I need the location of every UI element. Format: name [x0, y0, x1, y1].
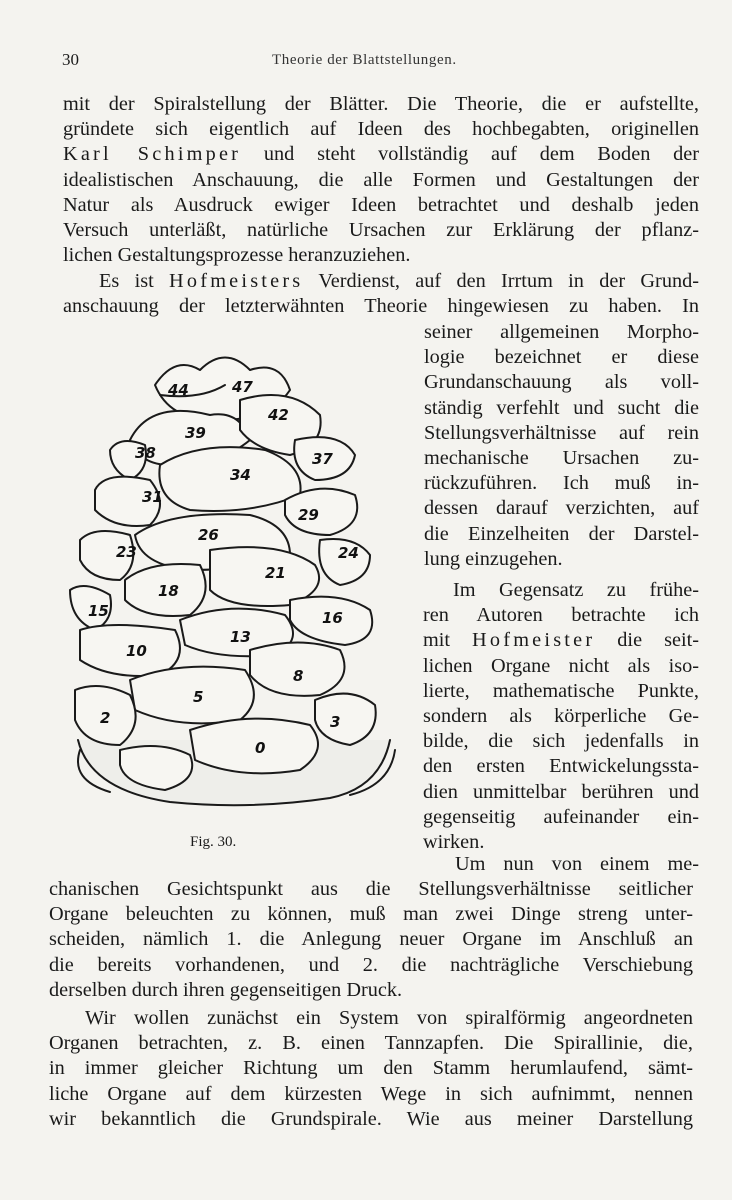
- leaf-number: 29: [298, 506, 319, 524]
- text-line: wirken.: [423, 831, 485, 854]
- paragraph-gegensatz: [423, 578, 699, 855]
- leaf-number: 21: [265, 564, 286, 582]
- text-line: wir bekanntlich die Grundspirale. Wie aus meiner Darstellung: [49, 1107, 693, 1130]
- text-line: Versuch unterläßt, natürliche Ursachen zur Erklärung der pflanz-: [63, 219, 699, 242]
- leaf-number: 39: [185, 424, 206, 442]
- leaf-number: 38: [135, 444, 156, 462]
- page-number: 30: [62, 50, 79, 69]
- text-line: dessen darauf verzichten, auf: [424, 497, 699, 520]
- text-line: die bereits vorhandenen, und 2. die nachträgliche Verschiebung: [49, 953, 693, 976]
- leaf-number: 16: [322, 609, 343, 627]
- pine-cone-illustration: [50, 340, 408, 820]
- text-line: Wir wollen zunächst ein System von spiralförmig angeordneten: [85, 1007, 693, 1029]
- paragraph-um-nun: [49, 877, 693, 1003]
- leaf-number: 44: [168, 381, 189, 399]
- running-title: Theorie der Blattstellungen.: [272, 52, 457, 68]
- leaf-number: 15: [88, 602, 109, 620]
- text-line: dien unmittelbar berühren und: [423, 780, 699, 803]
- text-line: derselben durch ihren gegenseitigen Druck.: [49, 978, 403, 1001]
- text-line: gegenseitig aufeinander ein-: [423, 805, 699, 828]
- paragraph-side-column: [424, 320, 699, 572]
- text-line: sondern als körperliche Ge-: [423, 705, 699, 728]
- leaf-number: 8: [293, 667, 304, 685]
- text-line: idealistischen Anschauung, die alle Formen und Gestaltungen der: [63, 168, 699, 191]
- text-line: in immer gleicher Richtung um den Stamm herumlaufend, sämt-: [49, 1057, 693, 1080]
- text-line: scheiden, nämlich 1. die Anlegung neuer Organe im Anschluß an: [49, 928, 693, 951]
- text-line: Es ist Hofmeisters Verdienst, auf den Irrtum in der Grund-: [99, 270, 699, 292]
- text-line: anschauung der letzterwähnten Theorie hingewiesen zu haben. In: [63, 295, 699, 318]
- leaf-number: 2: [100, 709, 111, 727]
- text-line: mit Hofmeister die seit-: [423, 629, 699, 652]
- pine-cone-figure: [50, 340, 408, 820]
- text-line: Organe beleuchten zu können, muß man zwei Dinge streng unter-: [49, 903, 693, 926]
- text-line: lung einzugehen.: [424, 547, 563, 570]
- text-line: seiner allgemeinen Morpho-: [424, 321, 699, 343]
- leaf-number: 10: [126, 642, 147, 660]
- leaf-number: 5: [193, 688, 204, 706]
- text-line: die Einzelheiten der Darstel-: [424, 522, 699, 545]
- text-line: Grundanschauung als voll-: [424, 371, 699, 394]
- figure-caption: Fig. 30.: [190, 834, 237, 850]
- text-line: Natur als Ausdruck ewiger Ideen betrachtet und deshalb jeden: [63, 193, 699, 216]
- paragraph-schimper: [63, 92, 699, 268]
- leaf-number: 3: [330, 713, 341, 731]
- text-line: Im Gegensatz zu frühe-: [453, 579, 699, 601]
- spaced-name: Karl Schimper: [63, 143, 242, 166]
- leaf-number: 0: [255, 739, 266, 757]
- text-line: Stellungsverhältnisse auf rein: [424, 421, 699, 444]
- leaf-number: 18: [158, 582, 179, 600]
- spaced-name: Hofmeisters: [169, 270, 304, 292]
- text-line: logie bezeichnet er diese: [424, 346, 699, 369]
- text-line: lichen Organe nicht als iso-: [423, 654, 699, 677]
- leaf-number: 34: [230, 466, 251, 484]
- leaf-number: 47: [232, 378, 253, 396]
- text-line: mit der Spiralstellung der Blätter. Die Theorie, die er aufstellte,: [63, 93, 699, 115]
- text-line: den ersten Entwickelungssta-: [423, 755, 699, 778]
- leaf-number: 42: [268, 406, 289, 424]
- text-line: lichen Gestaltungsprozesse heranzuziehen.: [63, 244, 411, 267]
- text-line: liche Organe auf dem kürzesten Wege in sich aufnimmt, nennen: [49, 1082, 693, 1105]
- text-line: rückzuführen. Ich muß in-: [424, 472, 699, 495]
- text-line: ständig verfehlt und sucht die: [424, 396, 699, 419]
- text-line: Organen betrachten, z. B. einen Tannzapfen. Die Spirallinie, die,: [49, 1032, 693, 1055]
- text-line: gründete sich eigentlich auf Ideen des hochbegabten, originellen: [63, 118, 699, 141]
- text-line: Karl Schimper und steht vollständig auf dem Boden der: [63, 143, 699, 166]
- leaf-number: 26: [198, 526, 219, 544]
- leaf-number: 13: [230, 628, 251, 646]
- page-header: [0, 44, 732, 74]
- text-line: chanischen Gesichtspunkt aus die Stellungsverhältnisse seitlicher: [49, 878, 693, 900]
- text-line: mechanische Ursachen zu-: [424, 447, 699, 470]
- text-line: Um nun von einem me-: [455, 853, 699, 875]
- paragraph-um-nun-first-line: [455, 852, 699, 877]
- paragraph-wir-wollen: [49, 1006, 693, 1132]
- text-line: bilde, die sich jedenfalls in: [423, 730, 699, 753]
- text-line: ren Autoren betrachte ich: [423, 604, 699, 627]
- leaf-number: 24: [338, 544, 359, 562]
- spaced-name: Hofmeister: [472, 629, 596, 652]
- leaf-number: 31: [142, 488, 163, 506]
- leaf-number: 23: [116, 543, 137, 561]
- paragraph-hofmeister-intro: [63, 269, 699, 319]
- text-line: lierte, mathematische Punkte,: [423, 679, 699, 702]
- leaf-number: 37: [312, 450, 333, 468]
